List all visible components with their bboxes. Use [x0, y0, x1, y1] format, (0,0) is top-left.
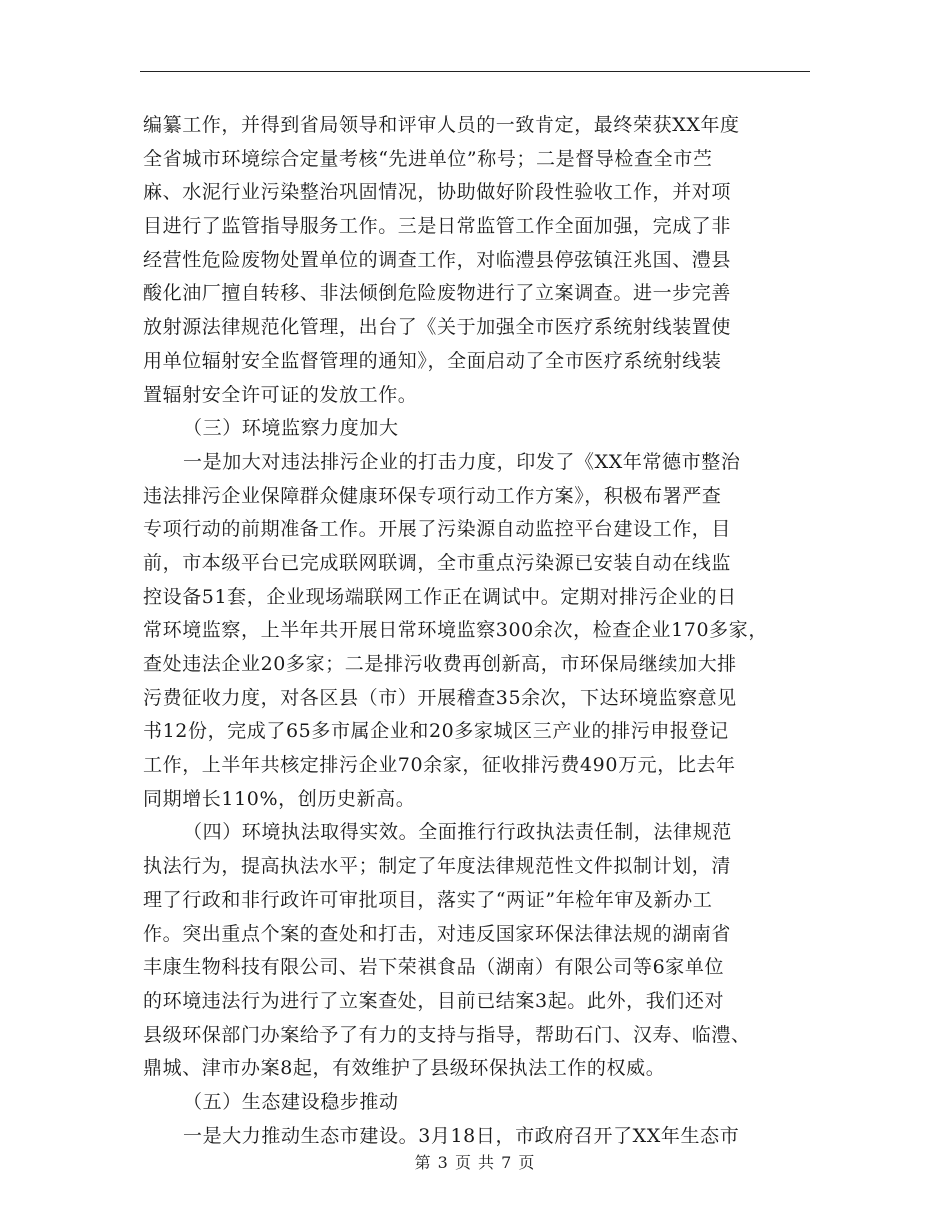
text-line: 专项行动的前期准备工作。开展了污染源自动监控平台建设工作，目: [143, 518, 732, 541]
section-heading-5: （五）生态建设稳步推动: [183, 1090, 399, 1113]
text-line: 作。突出重点个案的查处和打击，对违反国家环保法律法规的湖南省: [143, 922, 732, 945]
text-line: 经营性危险废物处置单位的调查工作，对临澧县停弦镇汪兆国、澧县: [143, 248, 732, 271]
text-line: 编纂工作，并得到省局领导和评审人员的一致肯定，最终荣获XX年度: [143, 114, 740, 136]
text-line: 放射源法律规范化管理，出台了《关于加强全市医疗系统射线装置使: [143, 316, 732, 339]
text-line: 酸化油厂擅自转移、非法倾倒危险废物进行了立案调查。进一步完善: [143, 282, 732, 305]
text-line: 书12份，完成了65多市属企业和20多家城区三产业的排污申报登记: [143, 720, 729, 743]
text-line: 查处违法企业20多家；二是排污收费再创新高，市环保局继续加大排: [143, 653, 737, 675]
text-line: 常环境监察，上半年共开展日常环境监察300余次，检查企业170多家，: [143, 619, 768, 642]
text-line: 置辐射安全许可证的发放工作。: [143, 383, 418, 406]
paragraph-first-line: 一是加大对违法排污企业的打击力度，印发了《XX年常德市整治: [183, 450, 741, 473]
text-line: 理了行政和非行政许可审批项目，落实了“两证”年检年审及新办工: [143, 888, 713, 911]
page-number: 第 3 页 共 7 页: [414, 1153, 536, 1172]
paragraph-first-line: 一是大力推动生态市建设。3月18日，市政府召开了XX年生态市: [183, 1124, 740, 1147]
page-footer: [0, 1150, 950, 1173]
text-line: 污费征收力度，对各区县（市）开展稽查35余次，下达环境监察意见: [143, 686, 737, 709]
text-line: 县级环保部门办案给予了有力的支持与指导，帮助石门、汉寿、临澧、: [143, 1023, 751, 1046]
text-line: 全省城市环境综合定量考核“先进单位”称号；二是督导检查全市苎: [143, 147, 713, 170]
text-line: 控设备51套，企业现场端联网工作正在调试中。定期对排污企业的日: [143, 585, 737, 608]
section-heading-3: （三）环境监察力度加大: [183, 417, 399, 440]
text-line: 麻、水泥行业污染整治巩固情况，协助做好阶段性验收工作，并对项: [143, 181, 732, 204]
document-body: [143, 109, 813, 1153]
text-line: 用单位辐射安全监督管理的通知》，全面启动了全市医疗系统射线装: [143, 349, 722, 372]
section-heading-4: （四）环境执法取得实效。全面推行行政执法责任制，法律规范: [183, 821, 732, 844]
text-line: 前，市本级平台已完成联网联调，全市重点污染源已安装自动在线监: [143, 551, 732, 574]
text-line: 目进行了监管指导服务工作。三是日常监管工作全面加强，完成了非: [143, 215, 732, 238]
text-line: 同期增长110%，创历史新高。: [143, 787, 416, 810]
text-line: 工作，上半年共核定排污企业70余家，征收排污费490万元，比去年: [143, 754, 736, 777]
text-line: 丰康生物科技有限公司、岩下荣祺食品（湖南）有限公司等6家单位: [143, 956, 725, 979]
text-line: 的环境违法行为进行了立案查处，目前已结案3起。此外，我们还对: [143, 989, 725, 1012]
text-line: 鼎城、津市办案8起，有效维护了县级环保执法工作的权威。: [143, 1057, 666, 1080]
text-line: 违法排污企业保障群众健康环保专项行动工作方案》，积极布署严查: [143, 484, 722, 507]
text-line: 执法行为，提高执法水平；制定了年度法律规范性文件拟制计划，清: [143, 855, 732, 878]
header-rule: [140, 71, 810, 72]
